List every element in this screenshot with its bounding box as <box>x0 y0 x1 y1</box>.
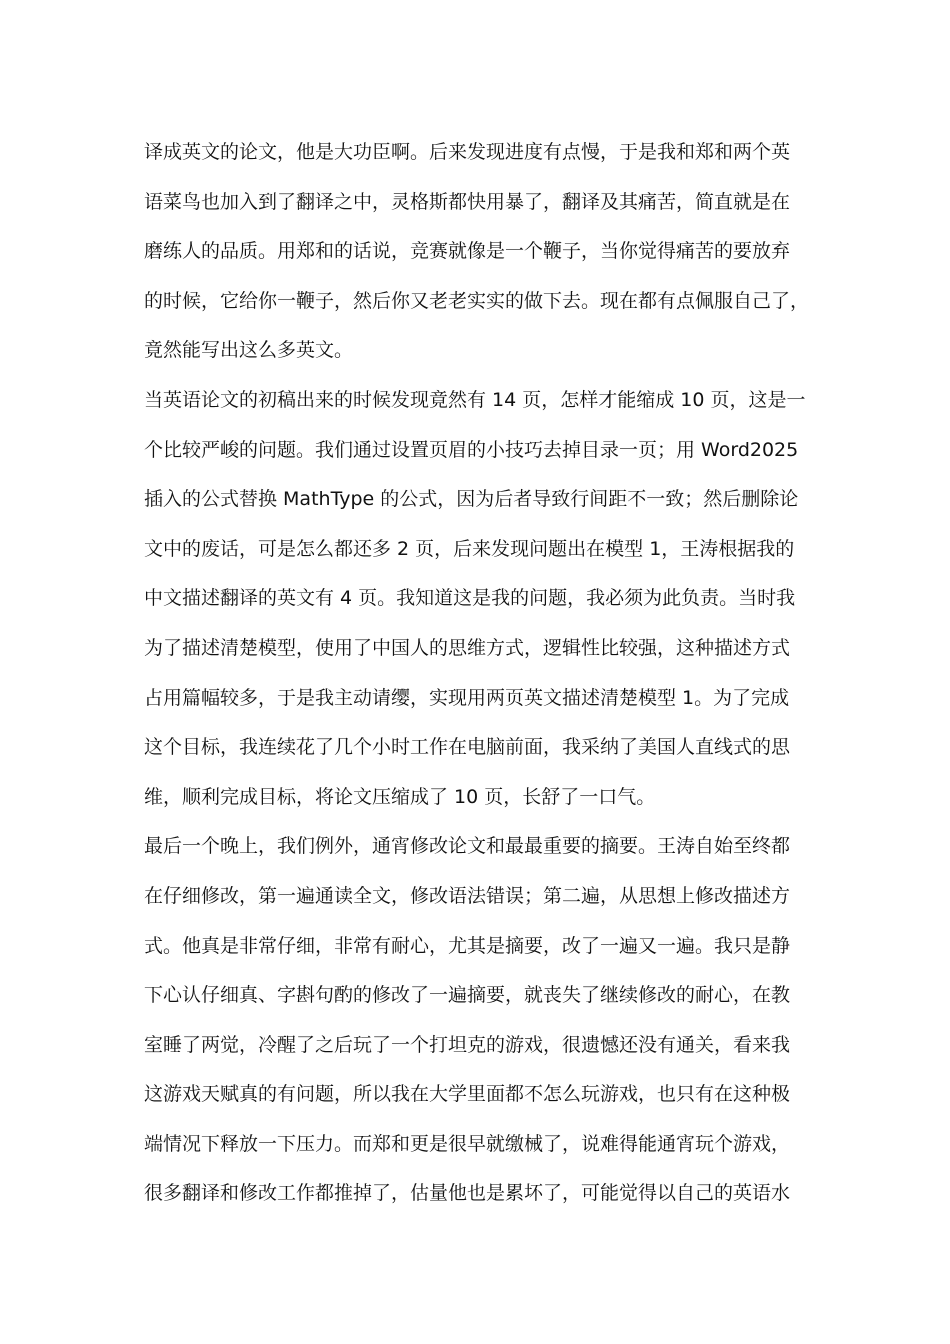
text-line: 很多翻译和修改工作都推掉了，估量他也是累坏了，可能觉得以自己的英语水 <box>144 1182 791 1205</box>
text-line: 中文描述翻译的英文有 4 页。我知道这是我的问题，我必须为此负责。当时我 <box>144 587 796 610</box>
text-line: 语菜鸟也加入到了翻译之中，灵格斯都快用暴了，翻译及其痛苦，简直就是在 <box>144 190 791 213</box>
text-line: 文中的废话，可是怎么都还多 2 页，后来发现问题出在模型 1，王涛根据我的 <box>144 537 795 560</box>
text-line: 竟然能写出这么多英文。 <box>144 339 354 362</box>
text-line: 个比较严峻的问题。我们通过设置页眉的小技巧去掉目录一页；用 Word2025 <box>144 438 799 461</box>
document-body <box>144 128 824 1219</box>
text-line: 当英语论文的初稿出来的时候发现竟然有 14 页，怎样才能缩成 10 页，这是一 <box>144 388 806 411</box>
text-line: 室睡了两觉，冷醒了之后玩了一个打坦克的游戏，很遗憾还没有通关，看来我 <box>144 1033 791 1056</box>
text-line: 为了描述清楚模型，使用了中国人的思维方式，逻辑性比较强，这种描述方式 <box>144 636 791 659</box>
text-line: 下心认仔细真、字斟句酌的修改了一遍摘要，就丧失了继续修改的耐心，在教 <box>144 984 791 1007</box>
text-line: 插入的公式替换 MathType 的公式，因为后者导致行间距不一致；然后删除论 <box>144 488 799 511</box>
text-line: 维，顺利完成目标，将论文压缩成了 10 页，长舒了一口气。 <box>144 785 656 808</box>
text-line: 端情况下释放一下压力。而郑和更是很早就缴械了，说难得能通宵玩个游戏， <box>144 1132 791 1155</box>
text-line: 最后一个晚上，我们例外，通宵修改论文和最最重要的摘要。王涛自始至终都 <box>144 835 791 858</box>
text-line: 译成英文的论文，他是大功臣啊。后来发现进度有点慢，于是我和郑和两个英 <box>144 141 791 163</box>
text-line: 式。他真是非常仔细，非常有耐心，尤其是摘要，改了一遍又一遍。我只是静 <box>144 934 791 957</box>
text-line: 磨练人的品质。用郑和的话说，竞赛就像是一个鞭子，当你觉得痛苦的要放弃 <box>144 240 791 263</box>
text-line: 这个目标，我连续花了几个小时工作在电脑前面，我采纳了美国人直线式的思 <box>144 736 791 759</box>
text-line: 这游戏天赋真的有问题，所以我在大学里面都不怎么玩游戏，也只有在这种极 <box>144 1083 791 1106</box>
text-line: 在仔细修改，第一遍通读全文，修改语法错误；第二遍，从思想上修改描述方 <box>144 884 791 907</box>
text-line: 占用篇幅较多，于是我主动请缨，实现用两页英文描述清楚模型 1。为了完成 <box>144 686 790 709</box>
text-line: 的时候，它给你一鞭子，然后你又老老实实的做下去。现在都有点佩服自己了， <box>144 289 810 312</box>
